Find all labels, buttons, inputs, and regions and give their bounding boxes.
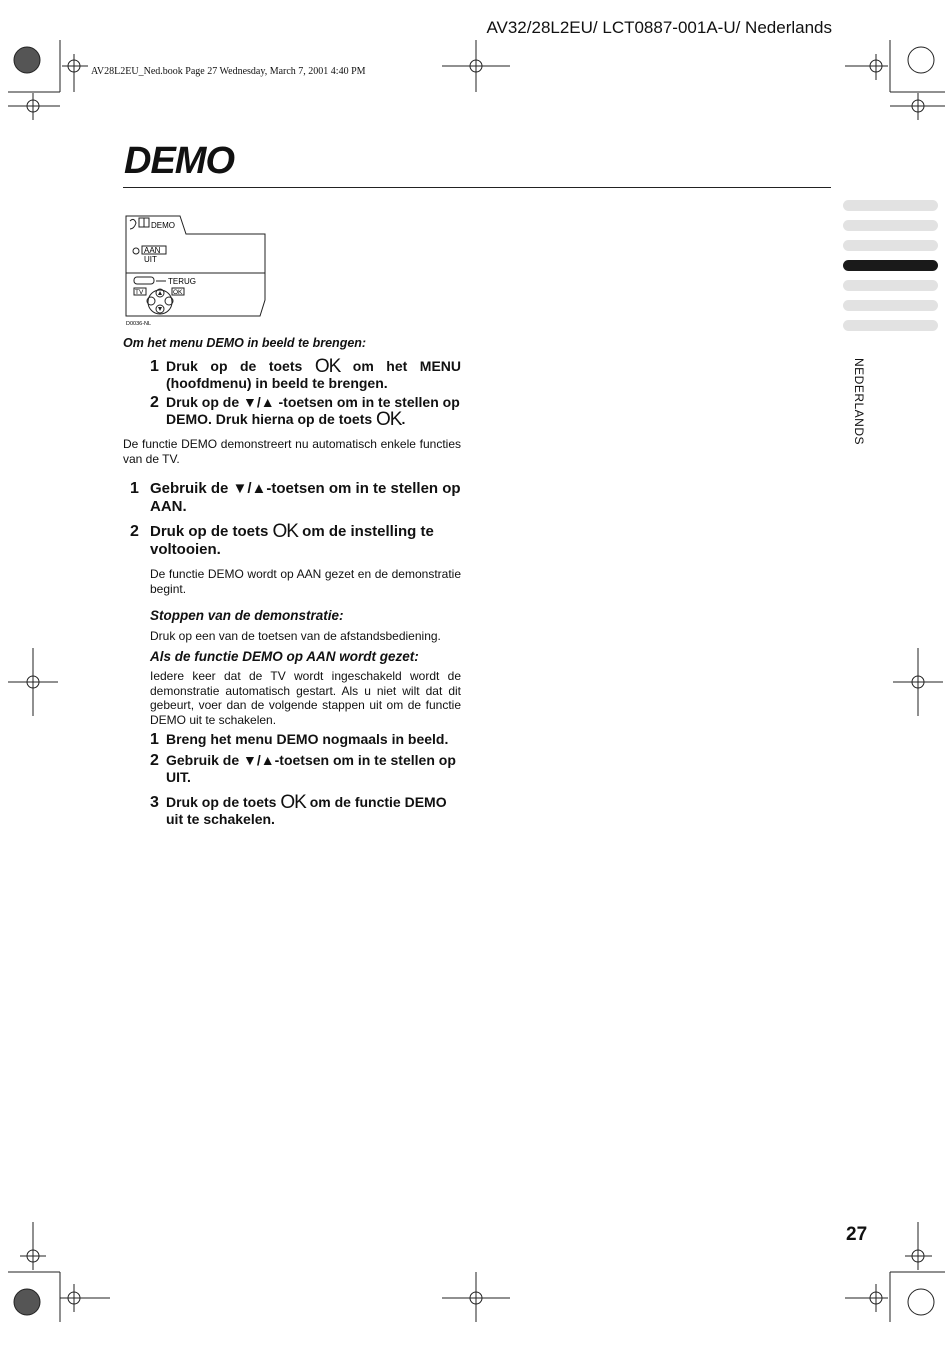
ok-button-symbol: OK — [314, 356, 341, 377]
step-number: 2 — [150, 752, 159, 769]
language-side-label: NEDERLANDS — [852, 358, 866, 446]
stop-heading: Stoppen van de demonstratie: — [150, 608, 344, 623]
step-text: om de functie DEMO uit te schakelen. — [166, 794, 447, 827]
main-step-1 — [130, 480, 461, 516]
open-step-1 — [150, 358, 461, 392]
off-step-2 — [150, 752, 461, 786]
section-tab — [843, 220, 938, 231]
section-tab-active — [843, 260, 938, 271]
step-number: 1 — [150, 731, 159, 748]
back-label: TERUG — [168, 277, 196, 286]
on-text: Iedere keer dat de TV wordt ingeschakeld wordt de demonstratie automatisch gestart. Als u niet wilt dat dit gebeurt, voer dan de volgende stappen uit om de functie DEMO uit te schakelen. — [150, 669, 461, 727]
option-on: AAN — [144, 246, 161, 255]
result-text: De functie DEMO wordt op AAN gezet en de demonstratie begint. — [150, 567, 461, 596]
open-step-2 — [150, 394, 461, 428]
step-text: . — [401, 411, 406, 427]
figure-caption: D0036-NL — [126, 321, 152, 327]
tv-label: TV — [135, 289, 144, 296]
off-step-3 — [150, 794, 461, 828]
option-off: UIT — [144, 255, 157, 264]
step-text: Druk op de toets — [150, 523, 269, 540]
section-tab — [843, 300, 938, 311]
step-number: 2 — [150, 394, 159, 411]
section-tabs — [843, 200, 938, 340]
section-tab — [843, 280, 938, 291]
step-text: Breng het menu DEMO nogmaals in beeld. — [166, 731, 449, 747]
step-number: 3 — [150, 794, 159, 811]
step-text: Gebruik de ▼/▲-toetsen om in te stellen op UIT. — [166, 752, 456, 785]
ok-button-symbol: OK — [376, 409, 402, 430]
ok-button-symbol: OK — [272, 521, 298, 542]
book-info-line: AV28L2EU_Ned.book Page 27 Wednesday, March 7, 2001 4:40 PM — [91, 66, 366, 77]
off-step-1 — [150, 731, 461, 748]
section-tab — [843, 240, 938, 251]
page-title: DEMO — [124, 140, 234, 182]
menu-tab-label: DEMO — [151, 221, 175, 230]
step-number: 2 — [130, 523, 139, 540]
demo-menu-illustration — [122, 212, 272, 330]
step-text: Druk op de ▼/▲ -toetsen om in te stellen op DEMO. Druk hierna op de toets — [166, 394, 460, 427]
title-divider — [123, 187, 831, 188]
step-text: Druk op de toets — [166, 358, 303, 374]
ok-button-symbol: OK — [280, 792, 306, 813]
page-number: 27 — [846, 1224, 868, 1245]
step-text: om de instelling te voltooien. — [150, 523, 434, 558]
on-heading: Als de functie DEMO op AAN wordt gezet: — [150, 649, 419, 664]
step-text: om het MENU (hoofdmenu) in beeld te brengen. — [166, 358, 462, 391]
ok-label: OK — [173, 289, 183, 296]
step-number: 1 — [150, 358, 159, 375]
intro-text: De functie DEMO demonstreert nu automatisch enkele functies van de TV. — [123, 437, 461, 466]
main-step-2 — [130, 523, 461, 559]
stop-text: Druk op een van de toetsen van de afstandsbediening. — [150, 629, 441, 643]
section-tab — [843, 200, 938, 211]
menu-heading: Om het menu DEMO in beeld te brengen: — [123, 336, 367, 350]
step-text: Druk op de toets — [166, 794, 277, 810]
header-title: AV32/28L2EU/ LCT0887-001A-U/ Nederlands — [486, 18, 832, 37]
step-text: Gebruik de ▼/▲-toetsen om in te stellen op AAN. — [150, 480, 461, 515]
step-number: 1 — [130, 480, 139, 497]
section-tab — [843, 320, 938, 331]
